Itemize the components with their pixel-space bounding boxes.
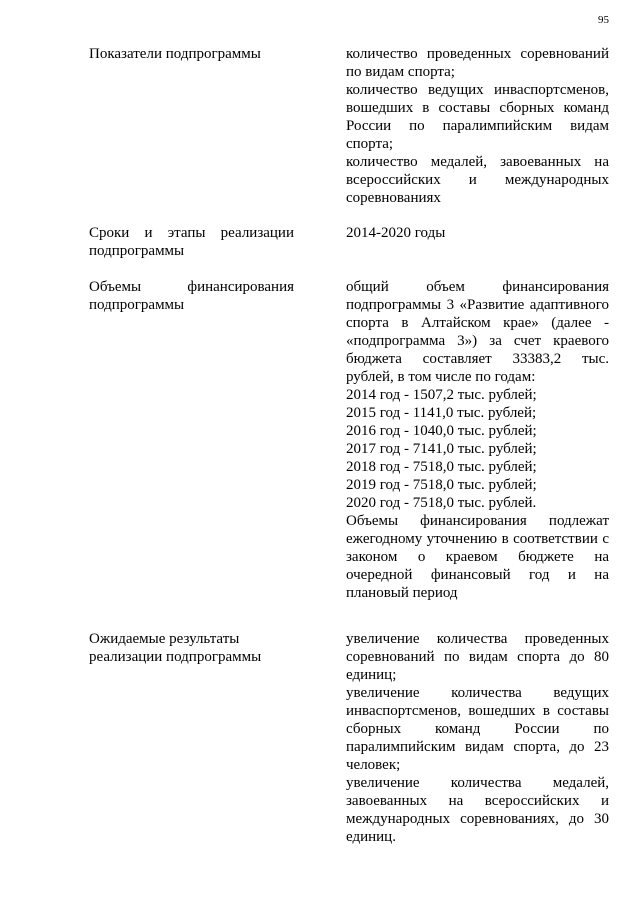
result-item: увеличение количества проведенных соревнований по видам спорта до 80 единиц; <box>346 631 609 683</box>
row-terms <box>89 224 609 260</box>
result-item: увеличение количества ведущих инваспортсменов, вошедших в составы сборных команд России по паралимпийским видам спорта, до 23 человек; <box>346 685 609 773</box>
funding-year-line: 2020 год - 7518,0 тыс. рублей. <box>346 495 537 511</box>
funding-year-line: 2016 год - 1040,0 тыс. рублей; <box>346 423 537 439</box>
row-content-indicators <box>346 45 609 207</box>
indicator-item: количество ведущих инваспортсменов, вошедших в составы сборных команд России по паралимпийским видам спорта; <box>346 82 609 152</box>
row-funding <box>89 278 609 602</box>
row-label-funding-line1: Объемы финансирования <box>89 279 294 295</box>
row-label-terms: Сроки и этапы реализации подпрограммы <box>89 225 294 259</box>
row-label-indicators: Показатели подпрограммы <box>89 46 261 62</box>
indicator-item: количество медалей, завоеванных на всероссийских и международных соревнованиях <box>346 154 609 206</box>
funding-year-line: 2014 год - 1507,2 тыс. рублей; <box>346 387 537 403</box>
funding-year-line: 2015 год - 1141,0 тыс. рублей; <box>346 405 537 421</box>
row-indicators <box>89 45 609 207</box>
result-item: увеличение количества медалей, завоеванных на всероссийских и международных соревнованиях, до 30 единиц. <box>346 775 609 845</box>
indicator-item: количество проведенных соревнований по видам спорта; <box>346 46 609 80</box>
row-content-results <box>346 630 609 846</box>
funding-year-line: 2017 год - 7141,0 тыс. рублей; <box>346 441 537 457</box>
funding-year-line: 2018 год - 7518,0 тыс. рублей; <box>346 459 537 475</box>
row-content-terms: 2014-2020 годы <box>346 225 446 241</box>
funding-year-line: 2019 год - 7518,0 тыс. рублей; <box>346 477 537 493</box>
funding-note: Объемы финансирования подлежат ежегодному уточнению в соответствии с законом о краевом бюджете на очередной финансовый год и на плановый период <box>346 513 609 601</box>
row-results <box>89 630 609 846</box>
row-label-funding-line2: подпрограммы <box>89 297 185 313</box>
row-label-funding <box>89 278 294 602</box>
row-content-funding <box>346 278 609 602</box>
page-number: 95 <box>598 14 609 26</box>
funding-intro: общий объем финансирования подпрограммы 3 «Развитие адаптивного спорта в Алтайском крае» (далее - «подпрограмма 3») за счет краевого бюджета составляет 33383,2 тыс. рублей, в том числе по годам: <box>346 279 609 385</box>
row-label-results: Ожидаемые результаты реализации подпрограммы <box>89 631 262 665</box>
